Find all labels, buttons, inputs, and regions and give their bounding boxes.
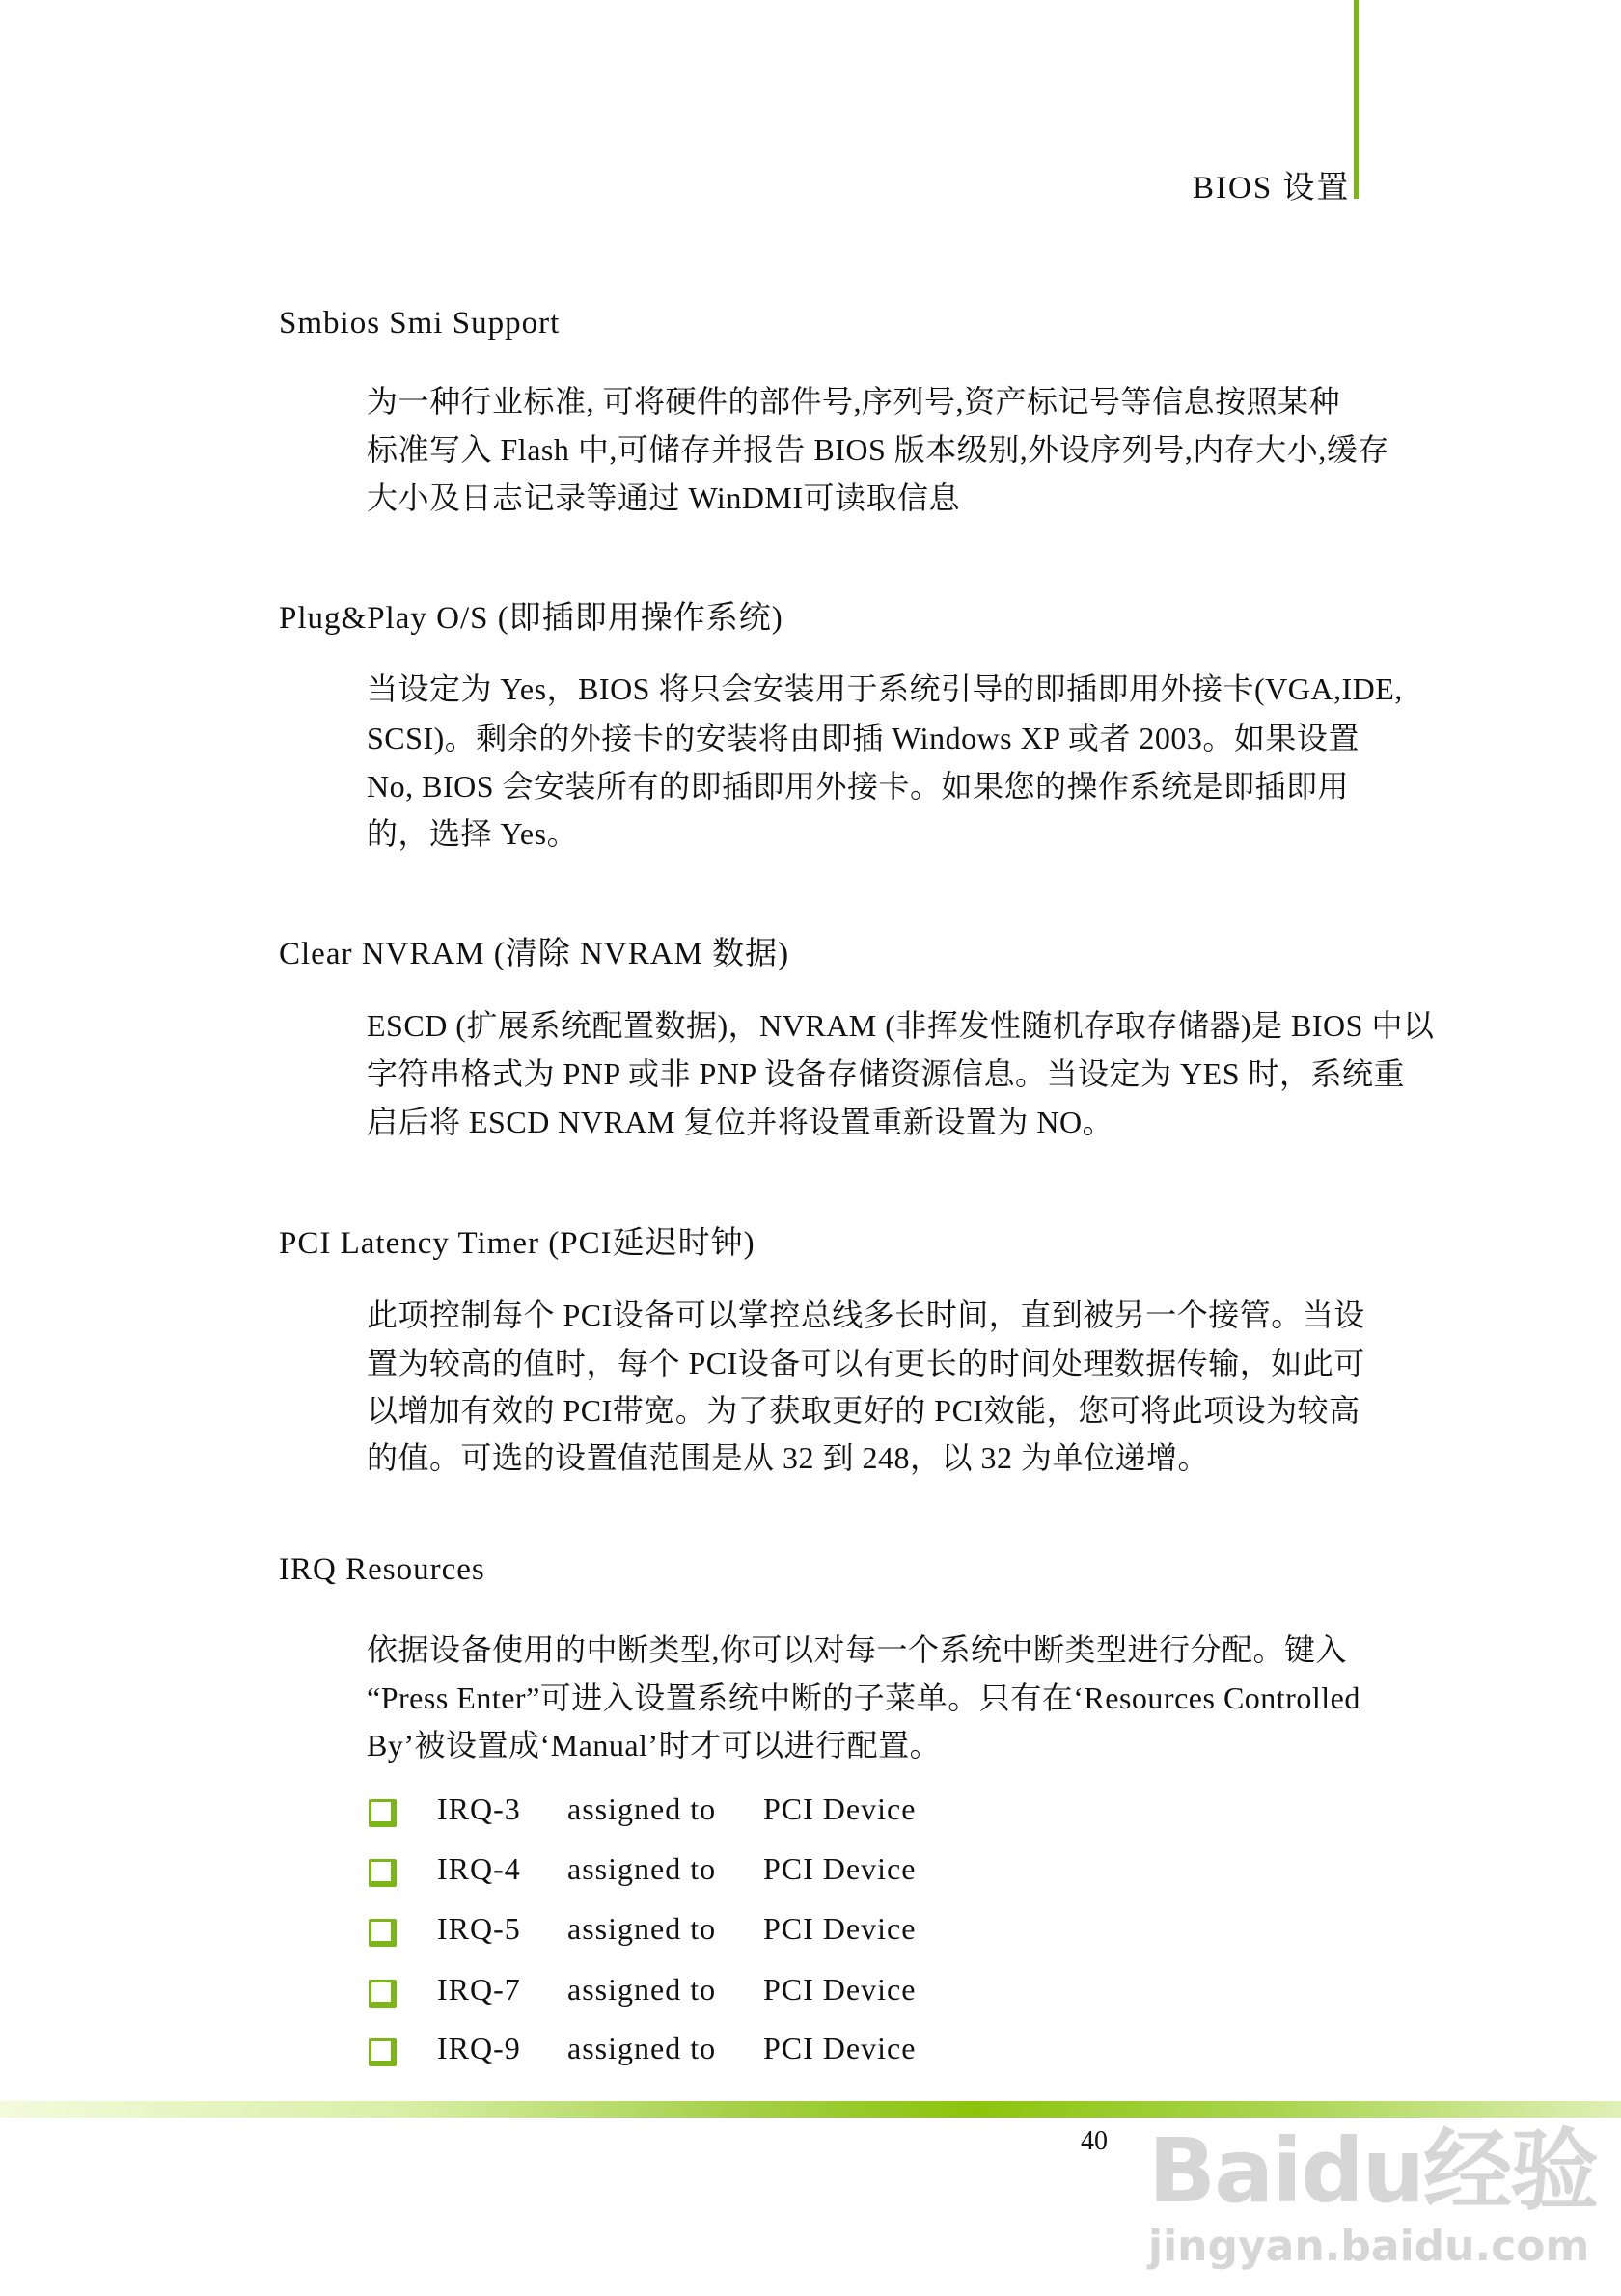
section-heading: Smbios Smi Support — [279, 306, 561, 341]
paragraph-line: ESCD (扩展系统配置数据)，NVRAM (非挥发性随机存取存储器)是 BIOS 中以 — [367, 1008, 1435, 1043]
irq-assigned: assigned to — [567, 1791, 717, 1826]
watermark-logo-text: Baidu经验 — [1148, 2119, 1598, 2223]
paragraph-line: 字符串格式为 PNP 或非 PNP 设备存储资源信息。当设定为 YES 时，系统重 — [367, 1056, 1405, 1091]
paragraph-line: 依据设备使用的中断类型,你可以对每一个系统中断类型进行分配。键入 — [367, 1632, 1348, 1667]
irq-device: PCI Device — [763, 1911, 917, 1946]
header-accent-line — [1354, 0, 1359, 199]
irq-device: PCI Device — [763, 1972, 917, 2007]
checkbox-bullet-icon — [369, 1799, 397, 1827]
paragraph-line: 此项控制每个 PCI设备可以掌控总线多长时间，直到被另一个接管。当设 — [367, 1298, 1365, 1332]
paragraph-line: 为一种行业标准, 可将硬件的部件号,序列号,资产标记号等信息按照某种 — [367, 384, 1341, 419]
section-heading: Clear NVRAM (清除 NVRAM 数据) — [279, 937, 790, 971]
paragraph-line: “Press Enter”可进入设置系统中断的子菜单。只有在‘Resources Controlled — [367, 1681, 1360, 1715]
section-heading: IRQ Resources — [279, 1552, 485, 1587]
paragraph-line: 的，选择 Yes。 — [367, 816, 579, 851]
irq-assigned: assigned to — [567, 1851, 717, 1886]
section-heading: PCI Latency Timer (PCI延迟时钟) — [279, 1226, 756, 1261]
paragraph-line: 置为较高的值时，每个 PCI设备可以有更长的时间处理数据传输，如此可 — [367, 1346, 1365, 1380]
baidu-watermark-logo — [1148, 2119, 1598, 2272]
irq-irq: IRQ-4 — [437, 1851, 521, 1886]
paragraph-line: 以增加有效的 PCI带宽。为了获取更好的 PCI效能，您可将此项设为较高 — [367, 1393, 1360, 1428]
checkbox-bullet-icon — [369, 1980, 397, 2008]
irq-device: PCI Device — [763, 1791, 917, 1826]
running-header: BIOS 设置 — [1193, 171, 1351, 205]
irq-device: PCI Device — [763, 1851, 917, 1886]
paragraph-line: 当设定为 Yes，BIOS 将只会安装用于系统引导的即插即用外接卡(VGA,IDE, — [367, 671, 1403, 706]
irq-irq: IRQ-9 — [437, 2031, 521, 2065]
irq-assigned: assigned to — [567, 1911, 717, 1946]
irq-device: PCI Device — [763, 2031, 917, 2065]
irq-irq: IRQ-7 — [437, 1972, 521, 2007]
paragraph-line: SCSI)。剩余的外接卡的安装将由即插 Windows XP 或者 2003。如果设置 — [367, 721, 1360, 755]
paragraph-line: 标准写入 Flash 中,可储存并报告 BIOS 版本级别,外设序列号,内存大小,缓存 — [367, 432, 1389, 467]
checkbox-bullet-icon — [369, 1859, 397, 1887]
paragraph-line: 启后将 ESCD NVRAM 复位并将设置重新设置为 NO。 — [367, 1105, 1114, 1139]
checkbox-bullet-icon — [369, 2038, 397, 2066]
paragraph-line: No, BIOS 会安装所有的即插即用外接卡。如果您的操作系统是即插即用 — [367, 769, 1350, 804]
irq-irq: IRQ-5 — [437, 1911, 521, 1946]
section-heading: Plug&Play O/S (即插即用操作系统) — [279, 601, 783, 636]
irq-irq: IRQ-3 — [437, 1791, 521, 1826]
page-number: 40 — [1081, 2126, 1108, 2156]
footer-gradient-bar — [0, 2101, 1621, 2118]
irq-assigned: assigned to — [567, 2031, 717, 2065]
paragraph-line: By’被设置成‘Manual’时才可以进行配置。 — [367, 1728, 942, 1763]
watermark-url: jingyan.baidu.com — [1148, 2222, 1590, 2272]
paragraph-line: 的值。可选的设置值范围是从 32 到 248，以 32 为单位递增。 — [367, 1440, 1210, 1475]
irq-assigned: assigned to — [567, 1972, 717, 2007]
checkbox-bullet-icon — [369, 1919, 397, 1947]
paragraph-line: 大小及日志记录等通过 WinDMI可读取信息 — [367, 480, 961, 515]
